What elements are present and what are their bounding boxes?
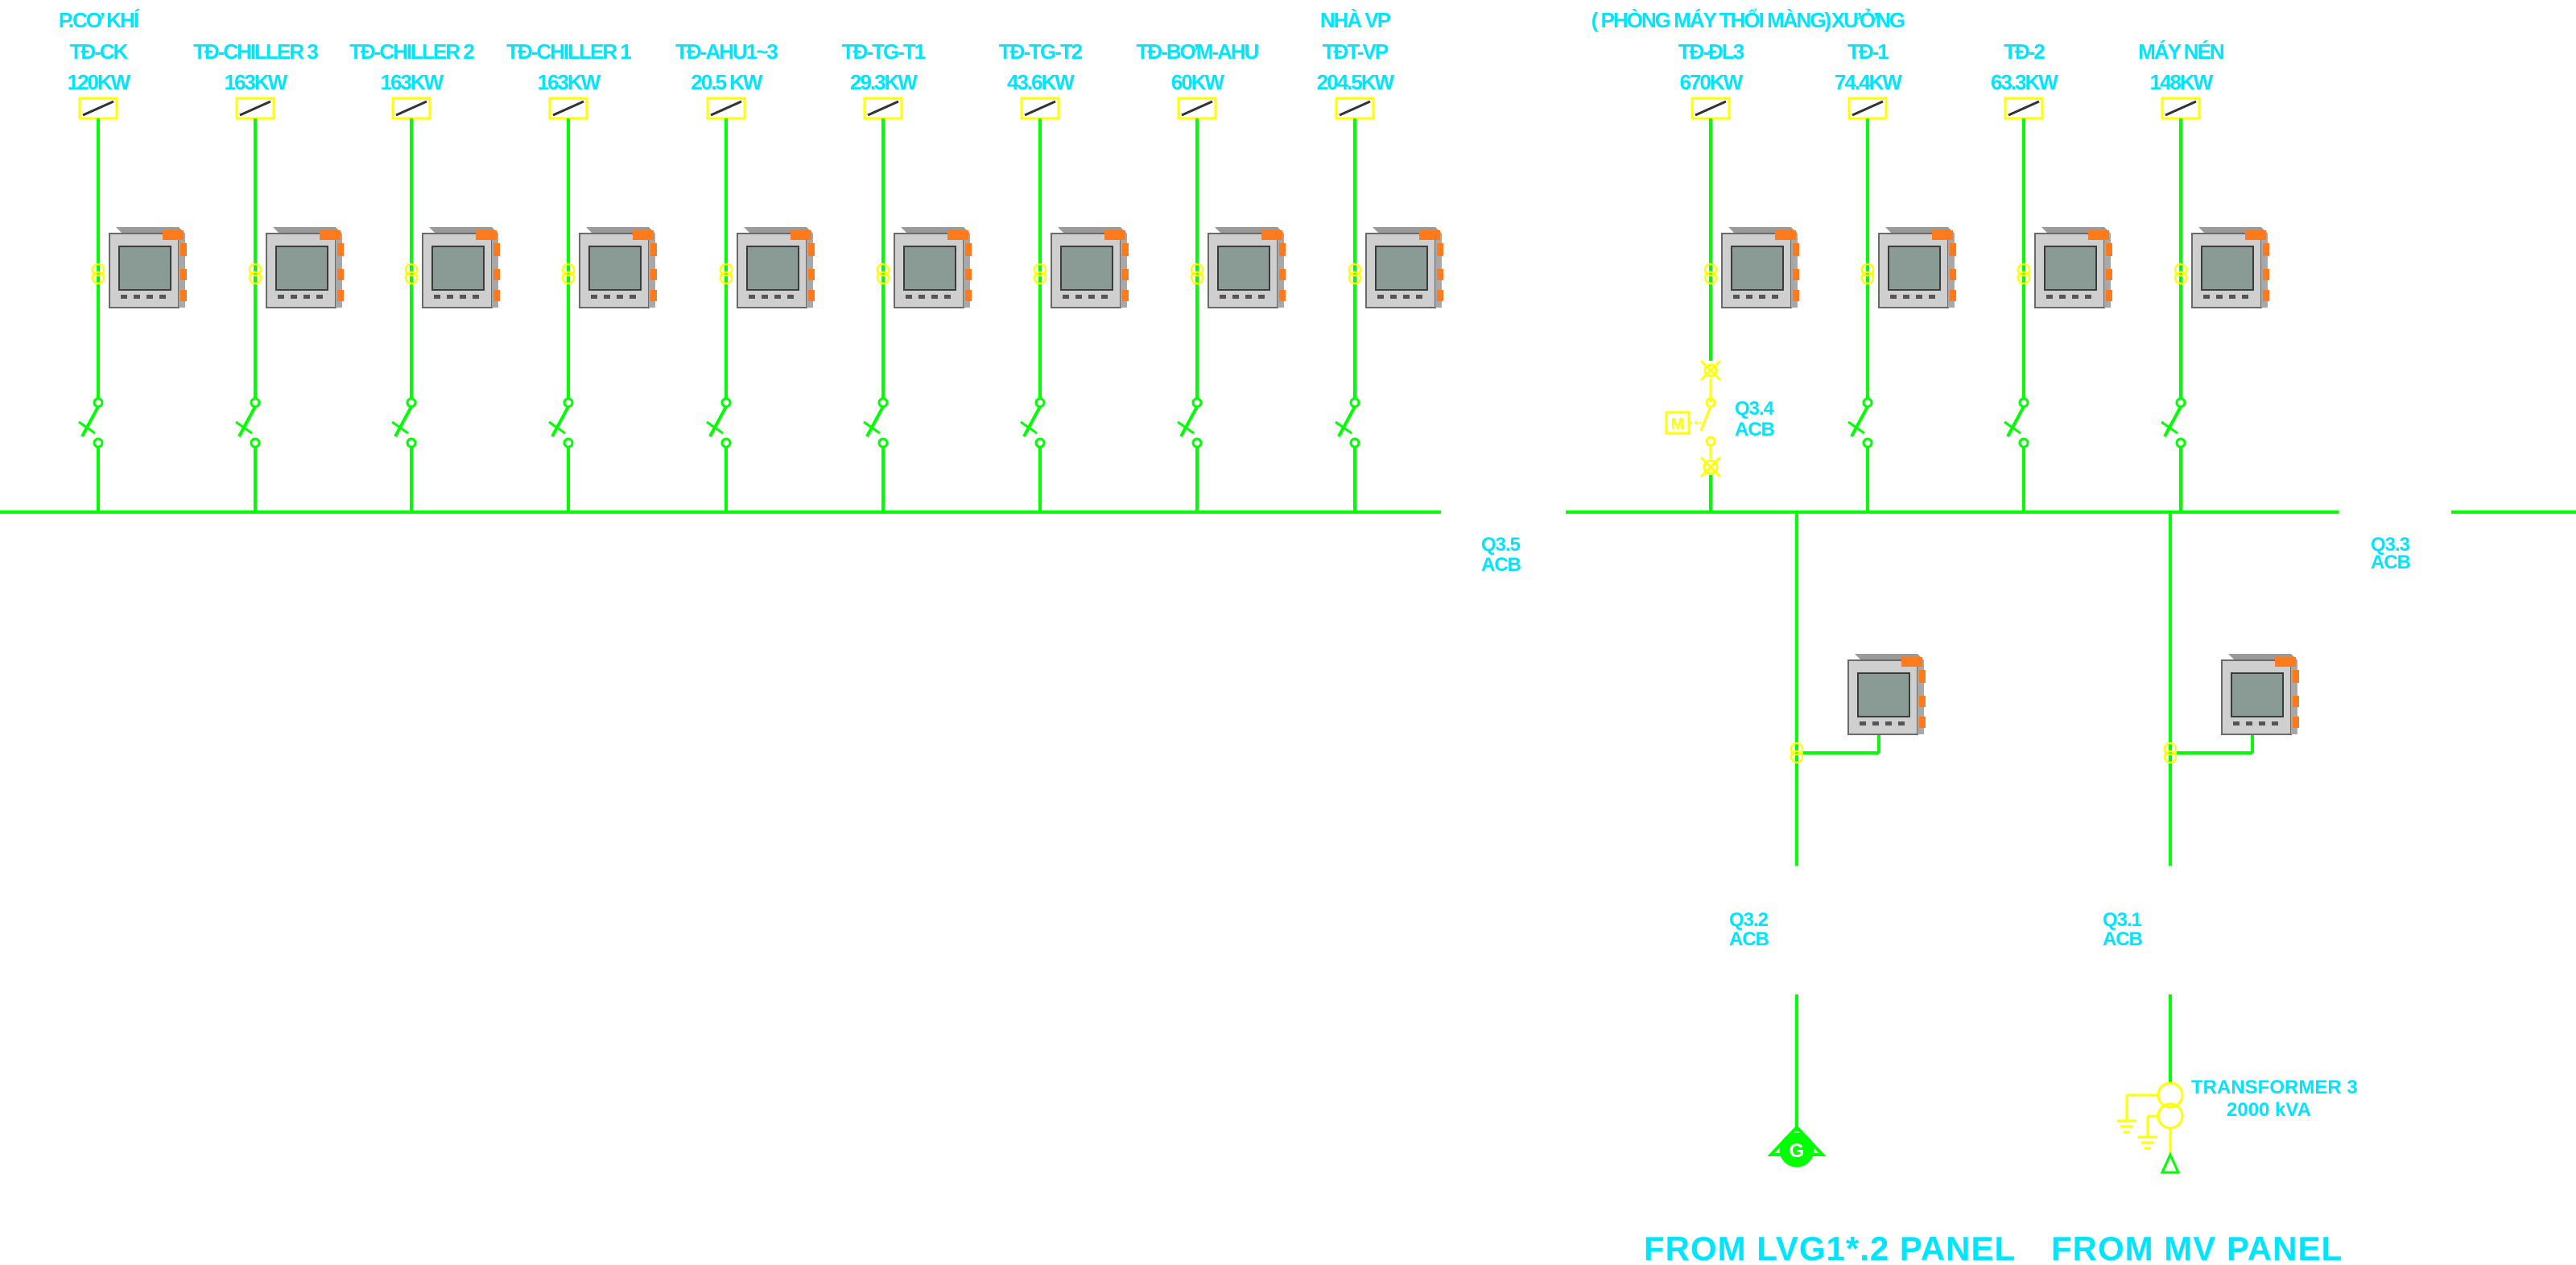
breaker-q3-1-name: Q3.1 bbox=[2103, 909, 2142, 931]
feeder-left_feeders-6 bbox=[999, 39, 1129, 512]
power-meter-icon bbox=[894, 227, 972, 308]
feeder-name-label: TĐ-ĐL3 bbox=[1678, 39, 1744, 64]
incomer-mv bbox=[2103, 512, 2358, 1172]
feeder-power-label: 74.4KW bbox=[1835, 70, 1901, 94]
feeder-power-label: 43.6KW bbox=[1007, 70, 1073, 94]
power-meter-icon bbox=[1366, 227, 1443, 308]
switch-blade-icon bbox=[1852, 407, 1868, 436]
transformer-rating: 2000 kVA bbox=[2227, 1099, 2311, 1121]
power-meter-icon bbox=[580, 227, 657, 308]
source-mv-label: FROM MV PANEL bbox=[2051, 1230, 2343, 1265]
feeder-name-label: TĐ-TG-T2 bbox=[998, 39, 1082, 64]
feeder-name-label: TĐ-CHILLER 1 bbox=[506, 39, 630, 64]
switch-blade-icon bbox=[1181, 407, 1197, 436]
feeder-top-label: P.CƠ KHÍ bbox=[58, 8, 138, 32]
feeder-left_feeders-1 bbox=[193, 39, 344, 512]
source-lvg-label: FROM LVG1*.2 PANEL bbox=[1644, 1230, 2017, 1265]
right-feeder-group bbox=[1591, 7, 2269, 512]
power-meter-incomer-mv bbox=[2222, 654, 2299, 734]
feeder-top-label: NHÀ VP bbox=[1319, 8, 1390, 32]
breaker-q3-4-name: Q3.4 bbox=[1735, 398, 1774, 420]
feeder-power-label: 20.5 KW bbox=[691, 70, 762, 94]
breaker-q3-4 bbox=[1666, 361, 1775, 512]
breaker-q3-2-type: ACB bbox=[1729, 928, 1769, 950]
feeder-power-label: 60KW bbox=[1170, 70, 1224, 94]
switch-blade-icon bbox=[1024, 407, 1040, 436]
power-meter-icon bbox=[1208, 227, 1286, 308]
feeder-power-label: 204.5KW bbox=[1316, 70, 1393, 94]
power-meter-icon bbox=[109, 227, 187, 308]
feeder-power-label: 120KW bbox=[67, 70, 130, 94]
power-meter-icon bbox=[2035, 227, 2112, 308]
switch-blade-icon bbox=[710, 407, 726, 436]
breaker-q3-5-type: ACB bbox=[1481, 554, 1521, 576]
power-meter-icon bbox=[2192, 227, 2269, 308]
breaker-q3-1-type: ACB bbox=[2103, 928, 2142, 950]
power-meter-icon bbox=[737, 227, 815, 308]
feeder-name-label: TĐ-CHILLER 2 bbox=[349, 39, 473, 64]
feeder-left_feeders-5 bbox=[842, 39, 972, 512]
feeder-power-label: 29.3KW bbox=[850, 70, 916, 94]
switch-blade-icon bbox=[239, 407, 255, 436]
feeder-power-label: 163KW bbox=[224, 70, 287, 94]
feeder-name-label: TĐ-CHILLER 3 bbox=[193, 39, 317, 64]
feeder-power-label: 670KW bbox=[1679, 70, 1742, 94]
switch-blade-icon bbox=[1339, 407, 1355, 436]
incomer-lvg bbox=[1729, 512, 1926, 1166]
feeder-top-label: ( PHÒNG MÁY THỔI MÀNG) bbox=[1591, 8, 1831, 32]
feeder-name-label: TĐ-AHU1~3 bbox=[675, 39, 777, 64]
switch-blade-icon bbox=[867, 407, 883, 436]
feeder-left_feeders-8 bbox=[1317, 8, 1443, 512]
breaker-q3-3-name: Q3.3 bbox=[2371, 534, 2410, 556]
feeder-left_feeders-0 bbox=[59, 8, 187, 512]
feeder-left_feeders-3 bbox=[506, 39, 657, 512]
power-meter-incomer-lvg bbox=[1848, 654, 1926, 734]
feeder-power-label: 163KW bbox=[537, 70, 600, 94]
breaker-q3-5-name: Q3.5 bbox=[1481, 534, 1521, 556]
motor-operator-label: M bbox=[1670, 415, 1685, 433]
generator-symbol: G bbox=[1789, 1140, 1805, 1162]
breaker-q3-2-name: Q3.2 bbox=[1729, 909, 1769, 931]
feeder-left_feeders-2 bbox=[349, 39, 500, 512]
breaker-q3-4-type: ACB bbox=[1735, 419, 1774, 440]
breaker-q3-3-type: ACB bbox=[2371, 552, 2410, 573]
feeder-power-label: 163KW bbox=[380, 70, 443, 94]
feeder-power-label: 63.3KW bbox=[1991, 70, 2057, 94]
feeder-name-label: TĐ-1 bbox=[1847, 39, 1888, 64]
left-feeder-group bbox=[59, 8, 1443, 512]
feeder-name-label: MÁY NÉN bbox=[2138, 39, 2223, 64]
feeder-right_feeders-0 bbox=[1591, 8, 1831, 361]
feeder-name-label: TĐT-VP bbox=[1322, 39, 1388, 64]
transformer-icon bbox=[2117, 1083, 2182, 1172]
feeder-right_feeders-2 bbox=[1991, 39, 2112, 512]
feeder-left_feeders-7 bbox=[1137, 39, 1286, 512]
power-meter-icon bbox=[266, 227, 344, 308]
feeder-name-label: TĐ-TG-T1 bbox=[841, 39, 925, 64]
power-meter-icon bbox=[1051, 227, 1129, 308]
feeder-left_feeders-4 bbox=[675, 39, 815, 512]
switch-blade-icon bbox=[82, 407, 98, 436]
power-meter-icon bbox=[1879, 227, 1956, 308]
switch-blade-icon bbox=[395, 407, 411, 436]
feeder-name-label: TĐ-BƠM-AHU bbox=[1136, 39, 1258, 64]
feeder-top-label: XƯỞNG bbox=[1831, 8, 1905, 32]
switch-blade-icon bbox=[552, 407, 568, 436]
feeder-power-label: 148KW bbox=[2149, 70, 2212, 94]
feeder-name-label: TĐ-CK bbox=[69, 39, 127, 64]
switch-blade-icon bbox=[2165, 407, 2181, 436]
power-meter-icon bbox=[423, 227, 500, 308]
transformer-name: TRANSFORMER 3 bbox=[2191, 1077, 2358, 1098]
feeder-name-label: TĐ-2 bbox=[2004, 39, 2044, 64]
feeder-right_feeders-1 bbox=[1831, 7, 1956, 512]
power-meter-icon bbox=[1722, 227, 1799, 308]
switch-blade-icon bbox=[2008, 407, 2024, 436]
feeder-right_feeders-3 bbox=[2138, 39, 2269, 512]
